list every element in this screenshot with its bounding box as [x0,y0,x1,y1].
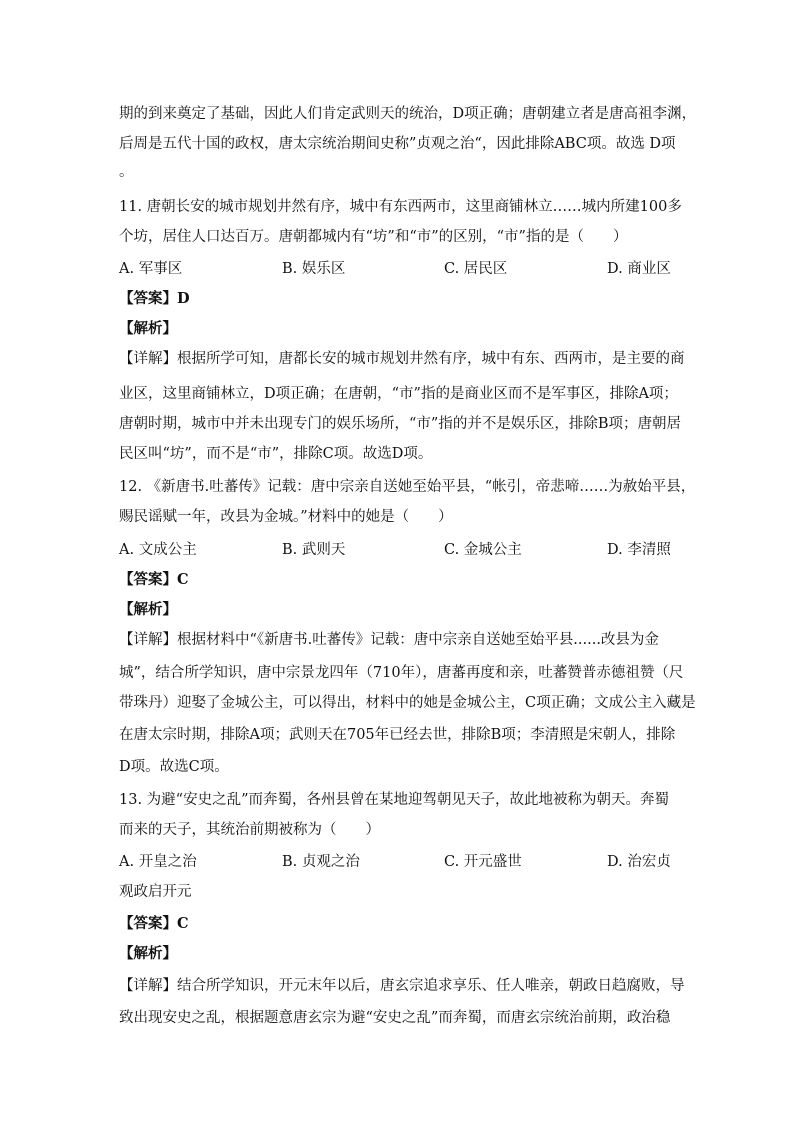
explanation-line: 城”，结合所学知识，唐中宗景龙四年（710年），唐蕃再度和亲，吐蕃赞普赤德祖赞（尺 [119,665,684,681]
explanation-line: 带珠丹）迎娶了金城公主，可以得出，材料中的她是金城公主，C项正确；文成公主入藏是 [119,695,696,711]
answer-label: 【答案】C [119,571,189,588]
question-13-stem: 13. 为避“安史之乱”而奔蜀，各州县曾在某地迎驾朝见天子，故此地被称为朝天。奔蜀 [119,792,669,808]
explanation-line: 在唐太宗时期，排除A项；武则天在705年已经去世，排除B项；李清照是宋朝人，排除 [119,727,676,743]
explanation-line: D项。故选C项。 [119,759,229,775]
option-d: D. 商业区 [607,261,671,277]
analysis-label: 【解析】 [119,945,177,962]
option-a: A. 军事区 [119,261,183,277]
option-b: B. 贞观之治 [282,854,360,870]
answer-label: 【答案】D [119,290,190,307]
explanation-line: 业区，这里商铺林立，D项正确；在唐朝，“市”指的是商业区而不是军事区，排除A项； [119,386,678,402]
question-11-stem: 11. 唐朝长安的城市规划井然有序，城中有东西两市，这里商铺林立……城内所建100多 [119,199,682,215]
explanation-line: 民区叫“坊”，而不是“市”，排除C项。故选D项。 [119,446,433,462]
explanation-line: 致出现安史之乱，根据题意唐玄宗为避“安史之乱”而奔蜀，而唐玄宗统治前期，政治稳 [119,1010,671,1026]
option-c: C. 开元盛世 [444,854,522,870]
explanation-line: 【详解】结合所学知识，开元末年以后，唐玄宗追求享乐、任人唯亲，朝政日趋腐败，导 [119,978,685,994]
analysis-label: 【解析】 [119,601,177,618]
explanation-line: 【详解】根据材料中“《新唐书.吐蕃传》记载：唐中宗亲自送她至始平县......改县为金 [119,632,659,648]
option-d-continued: 观政启开元 [119,884,192,900]
explanation-line: 唐朝时期，城市中并未出现专门的娱乐场所，“市”指的并不是娱乐区，排除B项；唐朝居 [119,416,681,432]
text-line: 。 [119,164,134,180]
text-line: 期的到来奠定了基础，因此人们肯定武则天的统治，D项正确；唐朝建立者是唐高祖李渊， [119,106,697,122]
text-line: 后周是五代十国的政权，唐太宗统治期间史称”贞观之治“，因此排除ABC项。故选 D项 [119,136,676,152]
option-a: A. 开皇之治 [119,854,197,870]
option-d: D. 李清照 [607,542,671,558]
option-b: B. 娱乐区 [282,261,346,277]
option-a: A. 文成公主 [119,542,197,558]
question-12-stem: 12. 《新唐书.吐蕃传》记载：唐中宗亲自送她至始平县，“帐引，帝悲啼……为赦始平县， [119,479,696,495]
option-c: C. 金城公主 [444,542,522,558]
question-12-stem: 赐民谣赋一年，改县为金城。”材料中的她是（ ） [119,509,453,525]
answer-label: 【答案】C [119,915,189,932]
question-11-stem: 个坊，居住人口达百万。唐朝都城内有“坊”和“市”的区别，“市”指的是（ ） [119,229,628,245]
option-b: B. 武则天 [282,542,346,558]
explanation-line: 【详解】根据所学可知，唐都长安的城市规划井然有序，城中有东、西两市，是主要的商 [119,351,685,367]
option-d: D. 治宏贞 [607,854,671,870]
analysis-label: 【解析】 [119,320,177,337]
question-13-stem: 而来的天子，其统治前期被称为（ ） [119,822,380,838]
option-c: C. 居民区 [444,261,508,277]
